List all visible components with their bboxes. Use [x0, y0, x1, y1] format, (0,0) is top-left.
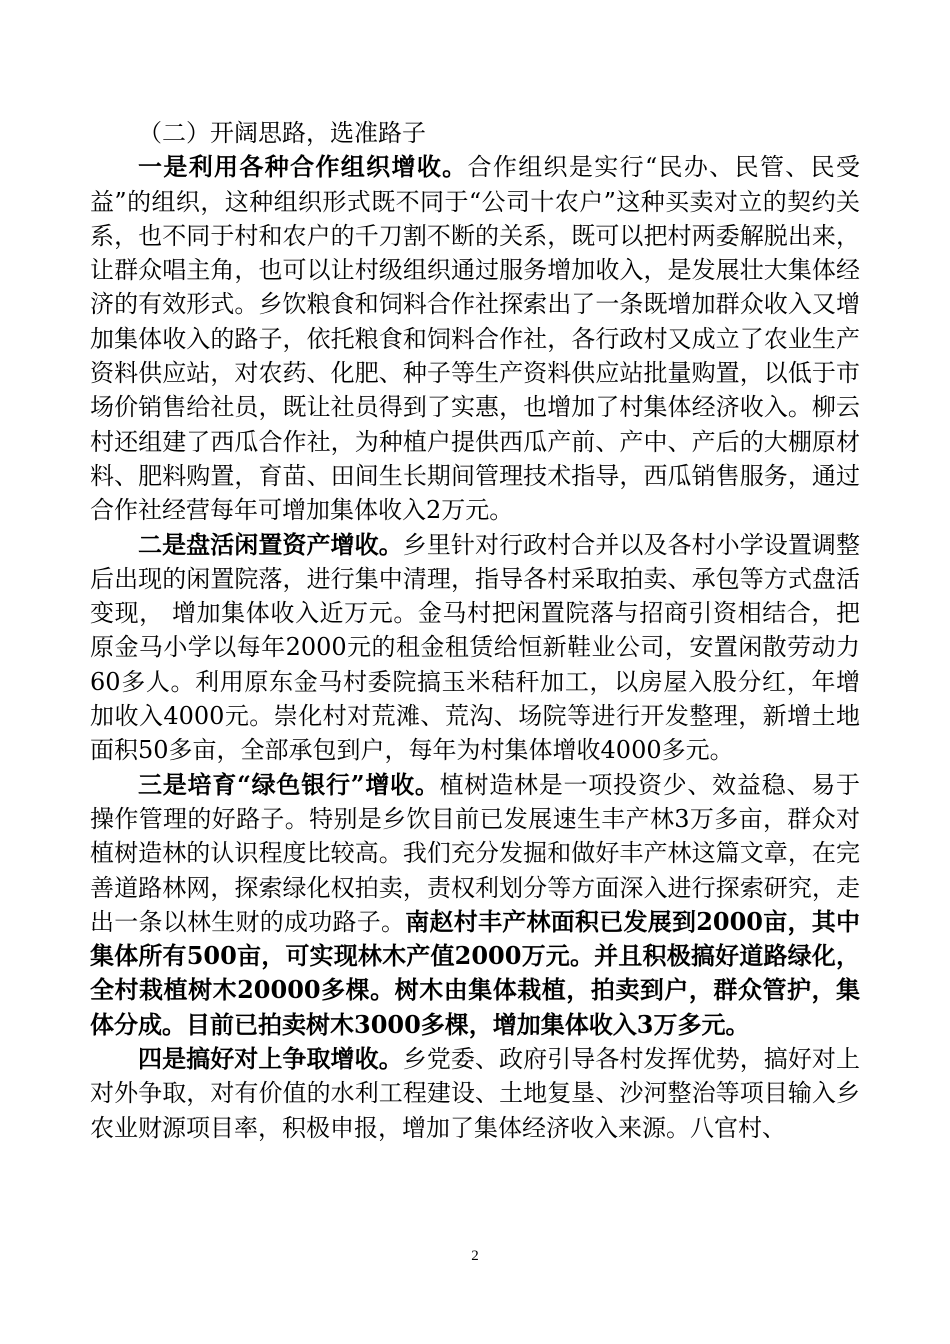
- paragraph-3-bold-tail: 南赵村丰产林面积已发展到2000亩，其中集体所有500亩，可实现林木产值2000万元。并且积极搞好道路绿化，全村栽植树木20000多棵。树木由集体栽植，拍卖到户，群众管护，集体分成。目前已拍卖树木3000多棵，增加集体收入3万多元。: [90, 906, 861, 1039]
- paragraph-1-body: 合作组织是实行“民办、民管、民受益”的组织，这种组织形式既不同于“公司十农户”这种买卖对立的契约关系，也不同于村和农户的千刀割不断的关系，既可以把村两委解脱出来，让群众唱主角，也可以让村级组织通过服务增加收入，是发展壮大集体经济的有效形式。乡饮粮食和饲料合作社探索出了一条既增加群众收入又增加集体收入的路子，依托粮食和饲料合作社，各行政村又成立了农业生产资料供应站，对农药、化肥、种子等生产资料供应站批量购置，以低于市场价销售给社员，既让社员得到了实惠，也增加了村集体经济收入。柳云村还组建了西瓜合作社，为种植户提供西瓜产前、产中、产后的大棚原材料、肥料购置，育苗、田间生长期间管理技术指导，西瓜销售服务，通过合作社经营每年可增加集体收入2万元。: [90, 153, 860, 525]
- paragraph-4-lead: 四是搞好对上争取增收。: [138, 1044, 403, 1074]
- paragraph-1-lead: 一是利用各种合作组织增收。: [138, 152, 468, 182]
- paragraph-3-body: 植树造林是一项投资少、效益稳、易于操作管理的好路子。特别是乡饮目前已发展速生丰产林3万多亩，群众对植树造林的认识程度比较高。我们充分发掘和做好丰产林这篇文章，在完善道路林网，探索绿化权拍卖，责权利划分等方面深入进行探索研究，走出一条以林生财的成功路子。: [90, 770, 861, 936]
- paragraph-1: [90, 150, 860, 527]
- document-body: [90, 116, 860, 1145]
- paragraph-4: [90, 1042, 860, 1145]
- paragraph-3: [90, 768, 860, 1042]
- paragraph-3-lead: 三是培育“绿色银行”增收。: [138, 769, 440, 799]
- paragraph-2: [90, 528, 860, 768]
- paragraph-2-lead: 二是盘活闲置资产增收。: [138, 529, 403, 559]
- page-number: 2: [471, 1248, 479, 1264]
- section-heading: （二）开阔思路，选准路子: [138, 119, 426, 147]
- paragraph-2-body: 乡里针对行政村合并以及各村小学设置调整后出现的闲置院落，进行集中清理，指导各村采取拍卖、承包等方式盘活变现， 增加集体收入近万元。金马村把闲置院落与招商引资相结合，把原金马小学以每年2000元的租金租赁给恒新鞋业公司，安置闲散劳动力60多人。利用原东金马村委院搞玉米秸秆加工，以房屋入股分红，年增加收入4000元。崇化村对荒滩、荒沟、场院等进行开发整理，新增土地面积50多亩，全部承包到户，每年为村集体增收4000多元。: [90, 530, 861, 765]
- paragraph-4-body: 乡党委、政府引导各村发挥优势，搞好对上对外争取，对有价值的水利工程建设、土地复垦、沙河整治等项目输入乡农业财源项目率，积极申报，增加了集体经济收入来源。八官村、: [90, 1045, 861, 1142]
